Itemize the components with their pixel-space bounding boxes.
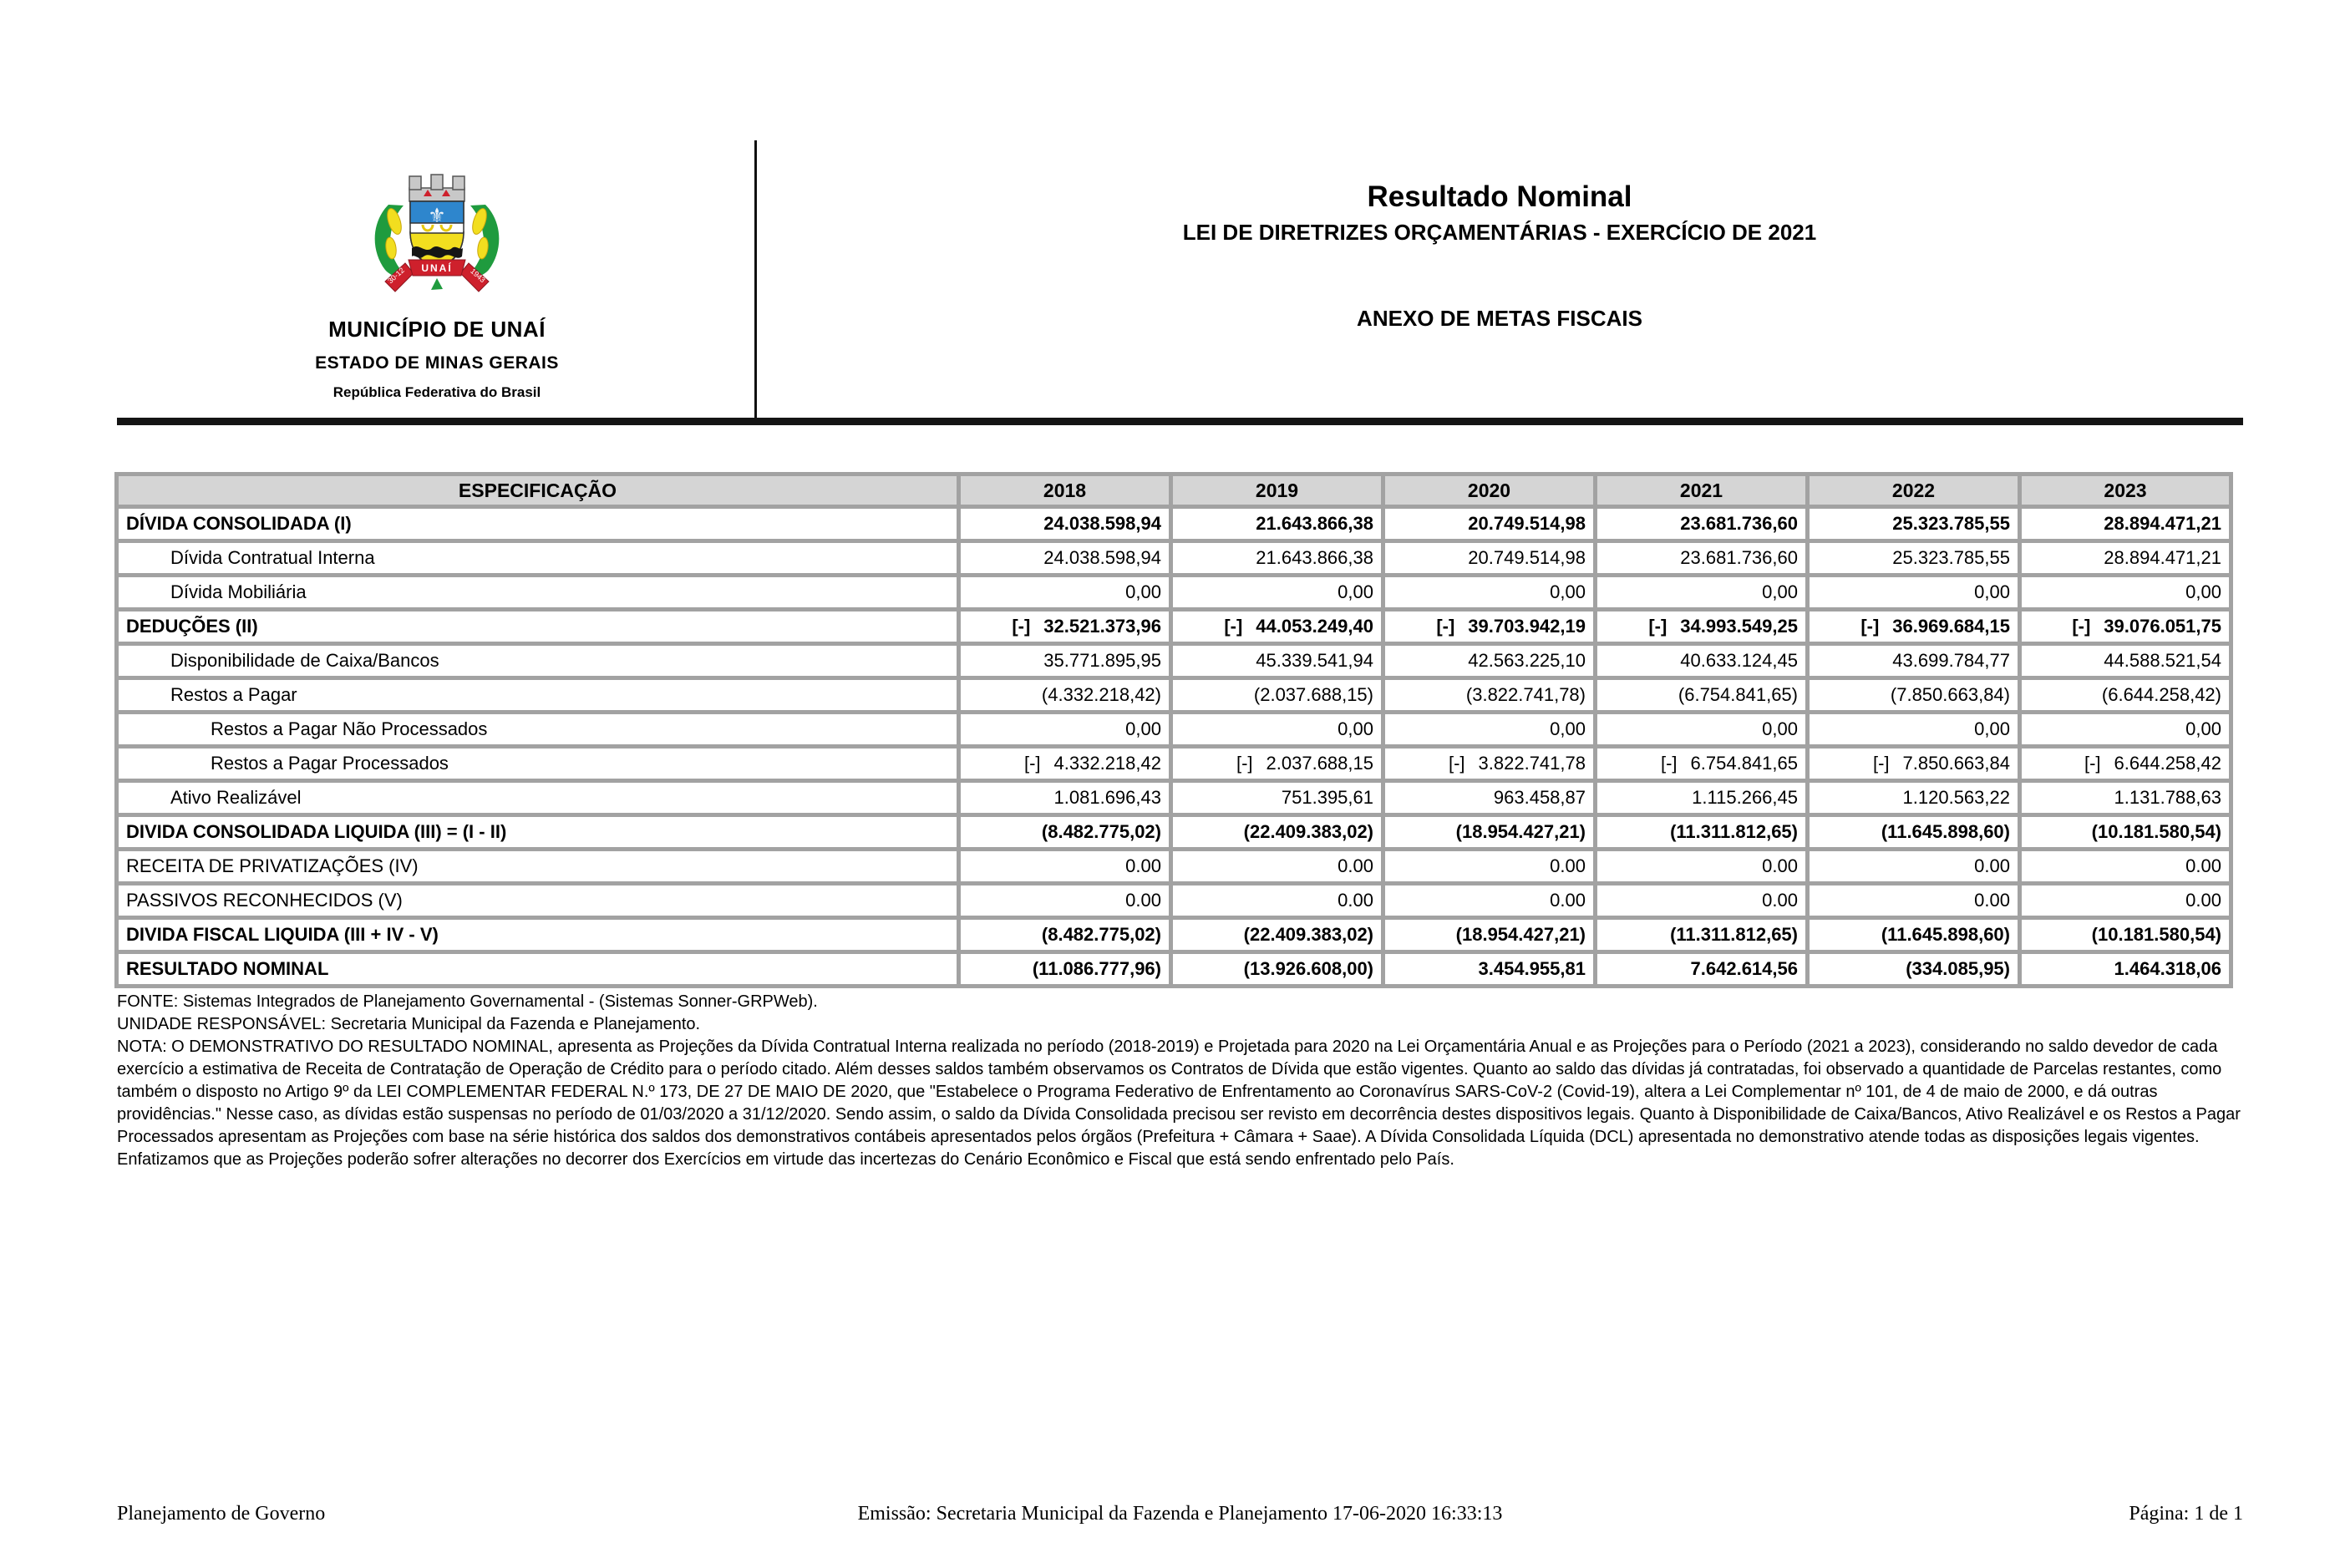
table-row [117,747,2231,781]
value-cell [959,781,1171,815]
value-cell [1171,747,1383,781]
value-text: 0.00 [2185,855,2221,876]
value-text: 0,00 [1125,581,1161,602]
value-cell [2020,918,2231,952]
value-text: 21.643.866,38 [1256,547,1373,568]
value-cell [1383,678,1596,713]
nominal-result-table [114,472,2233,988]
value-cell [1383,644,1596,678]
table-row [117,884,2231,918]
value-text: 0,00 [2185,718,2221,739]
value-text: 20.749.514,98 [1468,513,1586,534]
table-row [117,781,2231,815]
table-row [117,610,2231,644]
value-text: 42.563.225,10 [1468,650,1586,671]
value-text: 2.037.688,15 [1266,753,1373,774]
value-cell [1171,610,1383,644]
value-cell [959,918,1171,952]
value-cell [959,713,1171,747]
note-nota: NOTA: O DEMONSTRATIVO DO RESULTADO NOMINAL, apresenta as Projeções da Dívida Contratual Interna realizada no período (2018-2019) e Projetada para 2020 na Lei Orçamentária Anual e as Projeções para o Período (2021 a 2023), considerando no saldo devedor de cada exercício a estimativa de Receita de Contratação de Operação de Crédito para o período citado. Além desses saldos também observamos os Contratos de Dívida que estão vigentes. Quanto ao saldo das dívidas já contratadas, foi observado a quantidade de Parcelas restantes, como também o disposto no Artigo 9º da LEI COMPLEMENTAR FEDERAL N.º 173, DE 27 DE MAIO DE 2020, que "Estabelece o Programa Federativo de Enfrentamento ao Coronavírus SARS-CoV-2 (Covid-19), altera a Lei Complementar nº 101, de 4 de maio de 2000, e dá outras providências." Nesse caso, as dívidas estão suspensas no período de 01/03/2020 a 31/12/2020. Sendo assim, o saldo da Dívida Consolidada precisou ser revisto em decorrência destes dispositivos legais. Quanto à Disponibilidade de Caixa/Bancos, Ativo Realizável e os Restos a Pagar Processados apresentam as Projeções com base na série histórica dos saldos dos demonstrativos contábeis apresentados pelos órgãos (Prefeitura + Câmara + Saae). A Dívida Consolidada Líquida (DCL) apresentada no demonstrativo atende todas as disposições legais vigentes. Enfatizamos que as Projeções poderão sofrer alterações no decorrer dos Exercícios em virtude das incertezas do Cenário Econômico e Fiscal que está sendo enfrentado pelo País. [117,1038,2241,1169]
value-text: (334.085,95) [1906,958,2010,979]
value-text: 1.464.318,06 [2114,958,2221,979]
value-text: 23.681.736,60 [1680,513,1798,534]
row-label: Ativo Realizável [117,781,959,815]
value-text: 0.00 [1974,855,2010,876]
value-cell [1596,678,1808,713]
value-cell [1171,815,1383,850]
value-text: 963.458,87 [1493,787,1586,808]
table-row [117,507,2231,541]
column-header-especificacao: ESPECIFICAÇÃO [117,474,959,507]
value-text: 4.332.218,42 [1053,753,1161,774]
minus-indicator: [-] [1648,616,1667,637]
value-cell [1808,884,2020,918]
municipal-coat-of-arms [362,170,512,305]
value-cell [1171,678,1383,713]
row-label: Restos a Pagar [117,678,959,713]
value-text: (6.754.841,65) [1678,684,1798,705]
table-row [117,850,2231,884]
value-text: 7.850.663,84 [1902,753,2010,774]
value-cell [1808,576,2020,610]
results-table-body [117,507,2231,987]
value-text: 0,00 [1974,718,2010,739]
value-cell [1383,815,1596,850]
value-cell [959,576,1171,610]
state-name: ESTADO DE MINAS GERAIS [315,353,559,373]
value-text: 0.00 [1338,855,1373,876]
table-row [117,713,2231,747]
value-cell [2020,576,2231,610]
value-cell [1383,713,1596,747]
minus-indicator: [-] [2072,616,2091,637]
row-label: Restos a Pagar Processados [117,747,959,781]
footer-page-number: Página: 1 de 1 [2129,1503,2243,1525]
value-text: (6.644.258,42) [2101,684,2221,705]
value-cell [1383,610,1596,644]
value-text: 0,00 [1762,581,1798,602]
value-text: (11.311.812,65) [1670,821,1798,842]
municipality-identity-block [270,170,604,401]
table-row [117,678,2231,713]
value-text: (7.850.663,84) [1890,684,2010,705]
value-text: (11.645.898,60) [1881,821,2010,842]
value-cell [1383,918,1596,952]
value-cell [1808,644,2020,678]
value-cell [1808,610,2020,644]
value-cell [1383,884,1596,918]
value-cell [2020,541,2231,576]
row-label: DIVIDA CONSOLIDADA LIQUIDA (III) = (I - II) [117,815,959,850]
value-cell [1596,884,1808,918]
note-unidade: UNIDADE RESPONSÁVEL: Secretaria Municipal da Fazenda e Planejamento. [117,1015,701,1033]
value-text: 6.644.258,42 [2114,753,2221,774]
page-footer [117,1503,2243,1525]
value-text: 0.00 [1550,890,1586,911]
value-text: 28.894.471,21 [2104,513,2221,534]
value-cell [1596,815,1808,850]
value-cell [2020,952,2231,987]
minus-indicator: [-] [1023,753,1041,774]
value-cell [2020,610,2231,644]
value-text: (18.954.427,21) [1455,821,1586,842]
value-text: (10.181.580,54) [2091,821,2221,842]
value-text: 0,00 [1550,718,1586,739]
value-text: 0,00 [2185,581,2221,602]
value-text: 0.00 [1125,855,1161,876]
value-text: 0,00 [1338,718,1373,739]
value-cell [1171,781,1383,815]
minus-indicator: [-] [1436,616,1455,637]
value-text: (8.482.775,02) [1041,821,1161,842]
value-cell [1808,952,2020,987]
value-text: 40.633.124,45 [1680,650,1798,671]
value-cell [1808,541,2020,576]
column-header-year: 2019 [1171,474,1383,507]
row-label: Dívida Mobiliária [117,576,959,610]
report-annex-label: ANEXO DE METAS FISCAIS [1357,306,1642,331]
value-text: 43.699.784,77 [1892,650,2010,671]
value-cell [959,884,1171,918]
row-label: RECEITA DE PRIVATIZAÇÕES (IV) [117,850,959,884]
country-name: República Federativa do Brasil [332,384,541,400]
value-cell [2020,781,2231,815]
value-cell [959,644,1171,678]
column-header-year: 2022 [1808,474,2020,507]
fleur-de-lis-icon: ⚜ [428,205,446,227]
value-cell [1171,541,1383,576]
value-text: 0,00 [1338,581,1373,602]
municipality-name: MUNICÍPIO DE UNAÍ [328,317,546,342]
value-cell [1383,576,1596,610]
value-cell [1383,850,1596,884]
minus-indicator: [-] [1448,753,1465,774]
row-label: DÍVIDA CONSOLIDADA (I) [117,507,959,541]
value-cell [1383,541,1596,576]
minus-indicator: [-] [1660,753,1678,774]
table-row [117,952,2231,987]
value-text: (11.086.777,96) [1032,958,1161,979]
value-text: 28.894.471,21 [2104,547,2221,568]
value-cell [1596,850,1808,884]
value-text: 751.395,61 [1281,787,1373,808]
row-label: RESULTADO NOMINAL [117,952,959,987]
value-text: 24.038.598,94 [1043,513,1161,534]
value-text: (11.645.898,60) [1881,924,2010,945]
value-cell [1171,850,1383,884]
value-text: 39.703.942,19 [1468,616,1586,637]
value-text: 3.454.955,81 [1478,958,1586,979]
value-cell [1383,781,1596,815]
minus-indicator: [-] [1872,753,1890,774]
value-text: 0.00 [1762,855,1798,876]
value-text: (13.926.608,00) [1243,958,1373,979]
report-title: Resultado Nominal [1367,180,1632,213]
value-text: 6.754.841,65 [1690,753,1798,774]
value-cell [1808,713,2020,747]
value-cell [2020,507,2231,541]
table-row [117,815,2231,850]
value-cell [1596,541,1808,576]
value-text: 0,00 [1550,581,1586,602]
value-text: 39.076.051,75 [2104,616,2221,637]
table-row [117,541,2231,576]
table-row [117,644,2231,678]
value-text: 24.038.598,94 [1043,547,1161,568]
column-header-year: 2021 [1596,474,1808,507]
value-text: 1.081.696,43 [1053,787,1161,808]
value-cell [1596,576,1808,610]
value-text: (4.332.218,42) [1041,684,1161,705]
value-cell [1171,644,1383,678]
minus-indicator: [-] [1860,616,1880,637]
value-cell [2020,747,2231,781]
value-cell [1383,507,1596,541]
value-cell [959,678,1171,713]
value-cell [1596,781,1808,815]
value-cell [1808,678,2020,713]
value-text: 36.969.684,15 [1892,616,2010,637]
minus-indicator: [-] [1236,753,1253,774]
ribbon-date-right: 1943 [469,266,487,285]
value-cell [1596,918,1808,952]
row-label: DIVIDA FISCAL LIQUIDA (III + IV - V) [117,918,959,952]
note-fonte: FONTE: Sistemas Integrados de Planejamento Governamental - (Sistemas Sonner-GRPWeb). [117,992,818,1011]
value-text: (8.482.775,02) [1041,924,1161,945]
value-text: 25.323.785,55 [1892,547,2010,568]
value-cell [2020,850,2231,884]
value-text: 0.00 [1550,855,1586,876]
value-text: 32.521.373,96 [1043,616,1161,637]
value-cell [1383,952,1596,987]
footer-system-name: Planejamento de Governo [117,1503,326,1525]
value-text: (2.037.688,15) [1253,684,1373,705]
value-text: 44.588.521,54 [2104,650,2221,671]
report-subtitle: LEI DE DIRETRIZES ORÇAMENTÁRIAS - EXERCÍCIO DE 2021 [1182,220,1817,245]
value-text: 0,00 [1974,581,2010,602]
value-cell [959,815,1171,850]
column-header-year: 2023 [2020,474,2231,507]
value-text: 1.131.788,63 [2114,787,2221,808]
ribbon-city-name: UNAÍ [421,262,453,274]
value-text: 0.00 [2185,890,2221,911]
value-cell [1596,952,1808,987]
minus-indicator: [-] [1012,616,1031,637]
value-text: 44.053.249,40 [1256,616,1373,637]
value-cell [959,541,1171,576]
value-cell [1171,576,1383,610]
value-cell [959,850,1171,884]
value-text: (22.409.383,02) [1243,821,1373,842]
row-label: Disponibilidade de Caixa/Bancos [117,644,959,678]
value-cell [1596,507,1808,541]
value-text: 34.993.549,25 [1680,616,1798,637]
footer-emission-info: Emissão: Secretaria Municipal da Fazenda e Planejamento 17-06-2020 16:33:13 [857,1503,1503,1525]
value-text: (22.409.383,02) [1243,924,1373,945]
value-cell [1596,747,1808,781]
value-cell [2020,815,2231,850]
value-text: 45.339.541,94 [1256,650,1373,671]
minus-indicator: [-] [1224,616,1243,637]
value-cell [1171,884,1383,918]
value-text: 1.115.266,45 [1692,787,1798,808]
value-text: (10.181.580,54) [2091,924,2221,945]
value-cell [2020,678,2231,713]
value-cell [1808,507,2020,541]
table-row [117,918,2231,952]
value-text: (11.311.812,65) [1670,924,1798,945]
report-title-block [756,180,2243,246]
header-rule [117,418,2243,425]
value-text: 0,00 [1125,718,1161,739]
value-text: 21.643.866,38 [1256,513,1373,534]
column-header-year: 2018 [959,474,1171,507]
value-cell [1596,610,1808,644]
value-cell [1171,507,1383,541]
value-cell [1808,850,2020,884]
value-cell [959,747,1171,781]
value-cell [1808,918,2020,952]
value-cell [1596,713,1808,747]
value-cell [1808,815,2020,850]
value-cell [1383,747,1596,781]
value-text: 0.00 [1974,890,2010,911]
mural-crown-icon [409,175,464,201]
value-cell [959,610,1171,644]
value-cell [2020,644,2231,678]
value-text: 23.681.736,60 [1680,547,1798,568]
value-text: (18.954.427,21) [1455,924,1586,945]
value-text: 35.771.895,95 [1043,650,1161,671]
value-text: 20.749.514,98 [1468,547,1586,568]
value-cell [1808,747,2020,781]
value-cell [1171,952,1383,987]
value-text: 25.323.785,55 [1892,513,2010,534]
minus-indicator: [-] [2084,753,2101,774]
row-label: Restos a Pagar Não Processados [117,713,959,747]
row-label: DEDUÇÕES (II) [117,610,959,644]
table-header-row [117,474,2231,507]
value-text: 3.822.741,78 [1478,753,1586,774]
report-notes [117,991,2241,1171]
value-text: 0,00 [1762,718,1798,739]
value-cell [1808,781,2020,815]
table-row [117,576,2231,610]
value-cell [1171,918,1383,952]
ribbon-date-left: 30-12 [386,266,406,286]
value-cell [959,507,1171,541]
value-cell [2020,713,2231,747]
value-text: (3.822.741,78) [1465,684,1586,705]
value-text: 0.00 [1338,890,1373,911]
row-label: Dívida Contratual Interna [117,541,959,576]
row-label: PASSIVOS RECONHECIDOS (V) [117,884,959,918]
value-text: 1.120.563,22 [1902,787,2010,808]
value-cell [1596,644,1808,678]
column-header-year: 2020 [1383,474,1596,507]
value-text: 0.00 [1125,890,1161,911]
value-cell [2020,884,2231,918]
value-cell [1171,713,1383,747]
value-text: 0.00 [1762,890,1798,911]
value-cell [959,952,1171,987]
value-text: 7.642.614,56 [1690,958,1798,979]
